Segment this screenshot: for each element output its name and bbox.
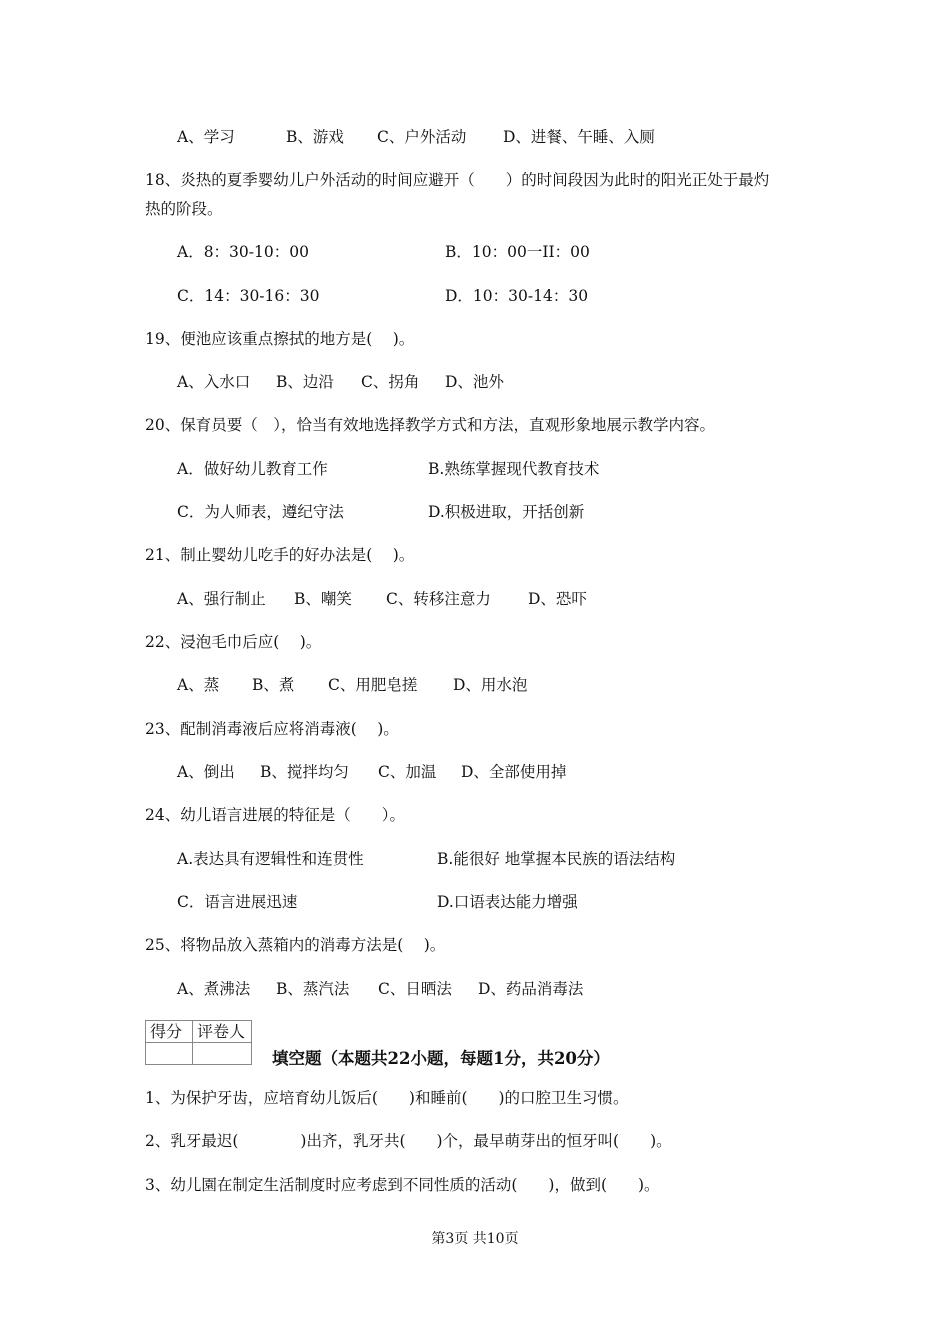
- q17-option-a: A、学习: [177, 128, 235, 146]
- fill-question-1: 1、为保护牙齿，应培育幼儿饭后( )和睡前( )的口腔卫生习惯。: [145, 1089, 629, 1107]
- q22-option-d: D、用水泡: [453, 676, 528, 694]
- q17-option-d: D、进餐、午睡、入厕: [503, 128, 655, 146]
- q20-text: 20、保育员要（ ），恰当有效地选择教学方式和方法，直观形象地展示教学内容。: [145, 416, 715, 434]
- fill-question-2: 2、乳牙最迟( )出齐，乳牙共( )个，最早萌芽出的恒牙叫( )。: [145, 1132, 672, 1150]
- q21-option-a: A、强行制止: [177, 590, 266, 608]
- q22-option-c: C、用肥皂搓: [328, 676, 418, 694]
- q25-text: 25、将物品放入蒸箱内的消毒方法是( )。: [145, 936, 446, 954]
- section-title: 填空题（本题共22小题，每题1分，共20分）: [272, 1049, 610, 1068]
- q22-option-b: B、煮: [252, 676, 295, 694]
- q17-option-c: C、户外活动: [377, 128, 467, 146]
- q19-option-c: C、拐角: [361, 373, 420, 391]
- q18-option-d: D．10：30-14：30: [445, 287, 589, 305]
- q19-option-d: D、池外: [445, 373, 504, 391]
- q25-option-b: B、蒸汽法: [276, 980, 350, 998]
- q23-option-a: A、倒出: [177, 763, 235, 781]
- q19-option-a: A、入水口: [177, 373, 251, 391]
- q24-option-c: C．语言进展迅速: [177, 893, 298, 911]
- q23-text: 23、配制消毒液后应将消毒液( )。: [145, 720, 399, 738]
- grader-cell: [193, 1043, 252, 1065]
- q20-option-a: A．做好幼儿教育工作: [177, 460, 328, 478]
- q21-text: 21、制止婴幼儿吃手的好办法是( )。: [145, 546, 415, 564]
- q24-text: 24、幼儿语言进展的特征是（ ）。: [145, 806, 405, 824]
- score-table: [145, 1020, 252, 1065]
- q20-option-c: C．为人师表，遵纪守法: [177, 503, 344, 521]
- q18-option-c: C．14：30-16：30: [177, 287, 320, 305]
- q18-text-line2: 热的阶段。: [145, 200, 223, 218]
- q21-option-d: D、恐吓: [528, 590, 587, 608]
- q17-option-b: B、游戏: [286, 128, 344, 146]
- page-footer: 第3页 共10页: [431, 1231, 519, 1247]
- grader-header: 评卷人: [193, 1021, 252, 1043]
- q19-text: 19、便池应该重点擦拭的地方是( )。: [145, 330, 415, 348]
- q23-option-b: B、搅拌均匀: [260, 763, 349, 781]
- q20-option-d: D.积极进取，开括创新: [428, 503, 585, 521]
- q18-text-line1: 18、炎热的夏季婴幼儿户外活动的时间应避开（ ）的时间段因为此时的阳光正处于最灼: [145, 171, 770, 189]
- q25-option-d: D、药品消毒法: [478, 980, 584, 998]
- q24-option-a: A.表达具有逻辑性和连贯性: [177, 850, 364, 868]
- q24-option-b: B.能很好 地掌握本民族的语法结构: [437, 850, 676, 868]
- q18-option-a: A．8：30-10：00: [177, 243, 309, 261]
- score-header: 得分: [146, 1021, 193, 1043]
- q21-option-c: C、转移注意力: [386, 590, 491, 608]
- score-cell: [146, 1043, 193, 1065]
- q19-option-b: B、边沿: [276, 373, 334, 391]
- q21-option-b: B、嘲笑: [294, 590, 352, 608]
- q25-option-c: C、日晒法: [378, 980, 452, 998]
- q20-option-b: B.熟练掌握现代教育技术: [428, 460, 600, 478]
- q23-option-c: C、加温: [378, 763, 437, 781]
- q22-option-a: A、蒸: [177, 676, 220, 694]
- fill-question-3: 3、幼儿園在制定生活制度时应考虑到不同性质的活动( )，做到( )。: [145, 1176, 660, 1194]
- q24-option-d: D.口语表达能力增强: [437, 893, 578, 911]
- q23-option-d: D、全部使用掉: [461, 763, 567, 781]
- q22-text: 22、浸泡毛巾后应( )。: [145, 633, 322, 651]
- q18-option-b: B．10：00一II：00: [445, 243, 590, 261]
- q25-option-a: A、煮沸法: [177, 980, 251, 998]
